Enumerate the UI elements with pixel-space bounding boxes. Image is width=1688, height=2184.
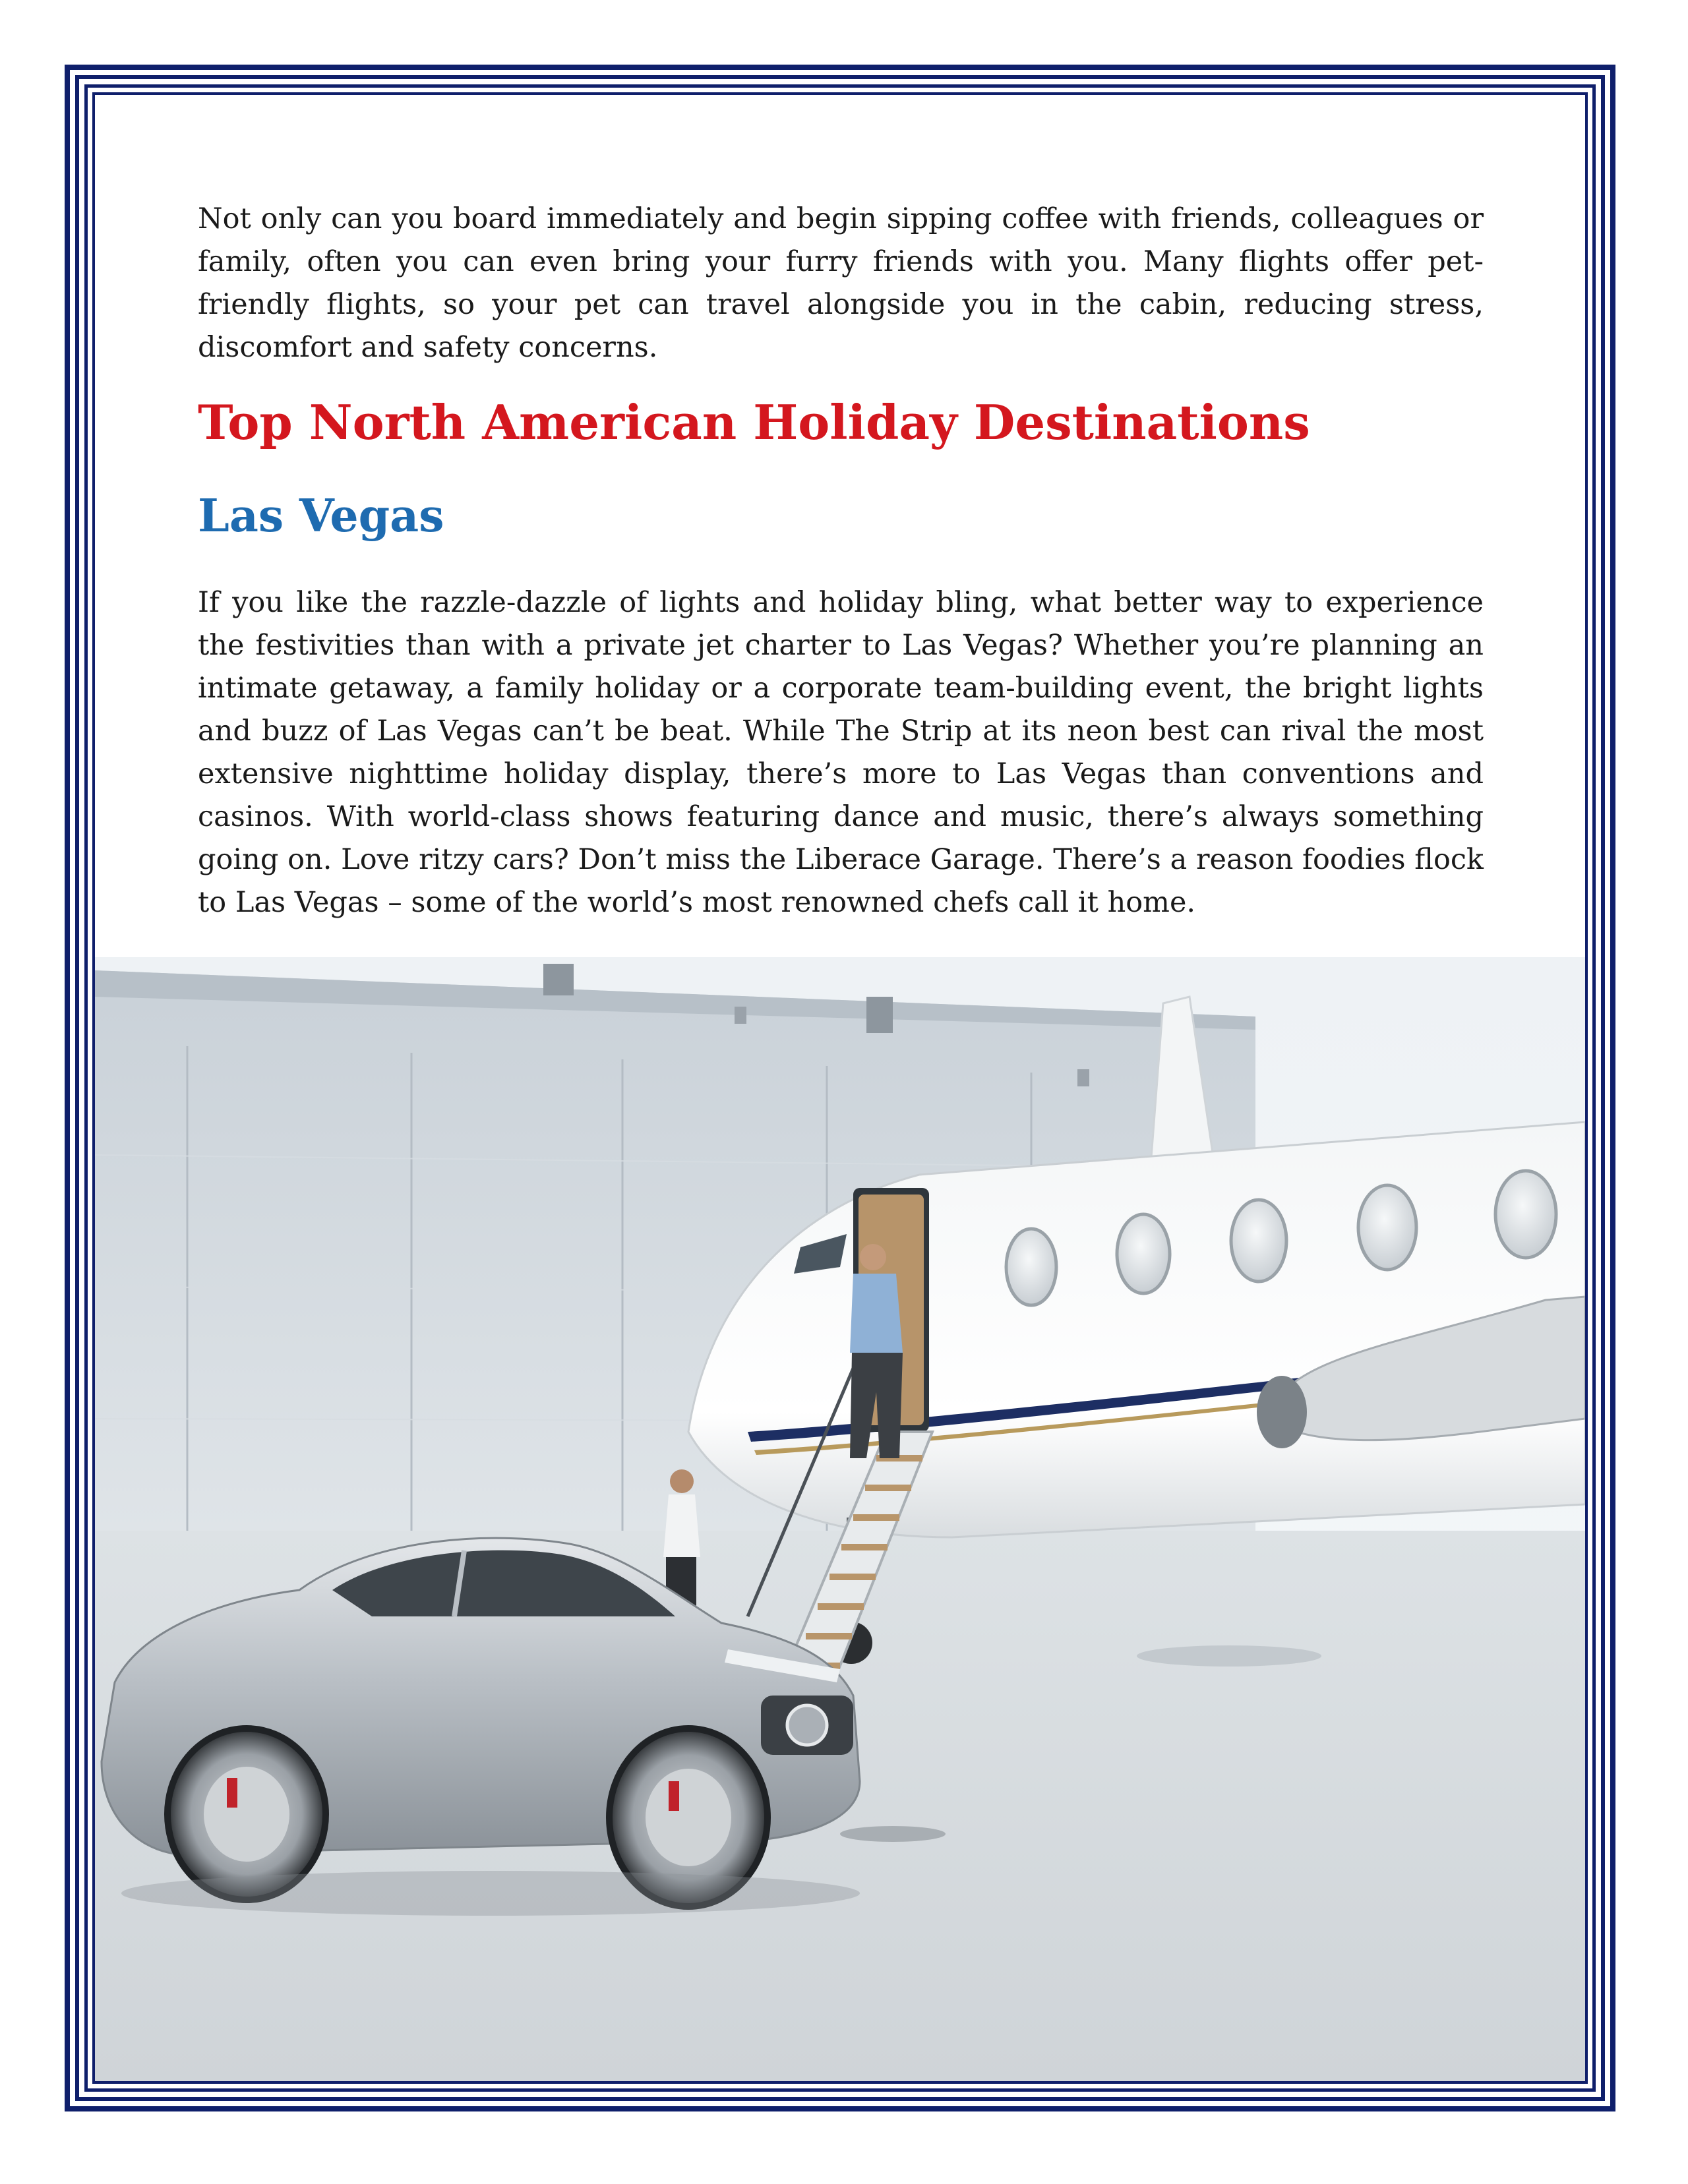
private-jet-car-photo [95, 957, 1585, 2081]
intro-paragraph: Not only can you board immediately and begin sipping coffee with friends, colleagues or family, often you can even bring your furry friends with you. Many flights offer pet-friendly flights, so your pet can travel alongside you in the cabin, reducing stress, discomfort and safety concerns. [198, 202, 1484, 364]
intro-block [198, 198, 1484, 369]
las-vegas-block [198, 581, 1484, 924]
las-vegas-paragraph: If you like the razzle-dazzle of lights and holiday bling, what better way to experience the festivities than with a private jet charter to Las Vegas? Whether you’re planning an intimate getaway, a family holiday or a corporate team-building event, the bright lights and buzz of Las Vegas can’t be beat. While The Strip at its neon best can rival the most extensive nighttime holiday display, there’s more to Las Vegas than conventions and casinos. With world-class shows featuring dance and music, there’s always something going on. Love ritzy cars? Don’t miss the Liberace Garage. There’s a reason foodies flock to Las Vegas – some of the world’s most renowned chefs call it home. [198, 586, 1484, 919]
section-heading: Top North American Holiday Destinations [198, 394, 1310, 450]
las-vegas-heading: Las Vegas [198, 490, 444, 543]
